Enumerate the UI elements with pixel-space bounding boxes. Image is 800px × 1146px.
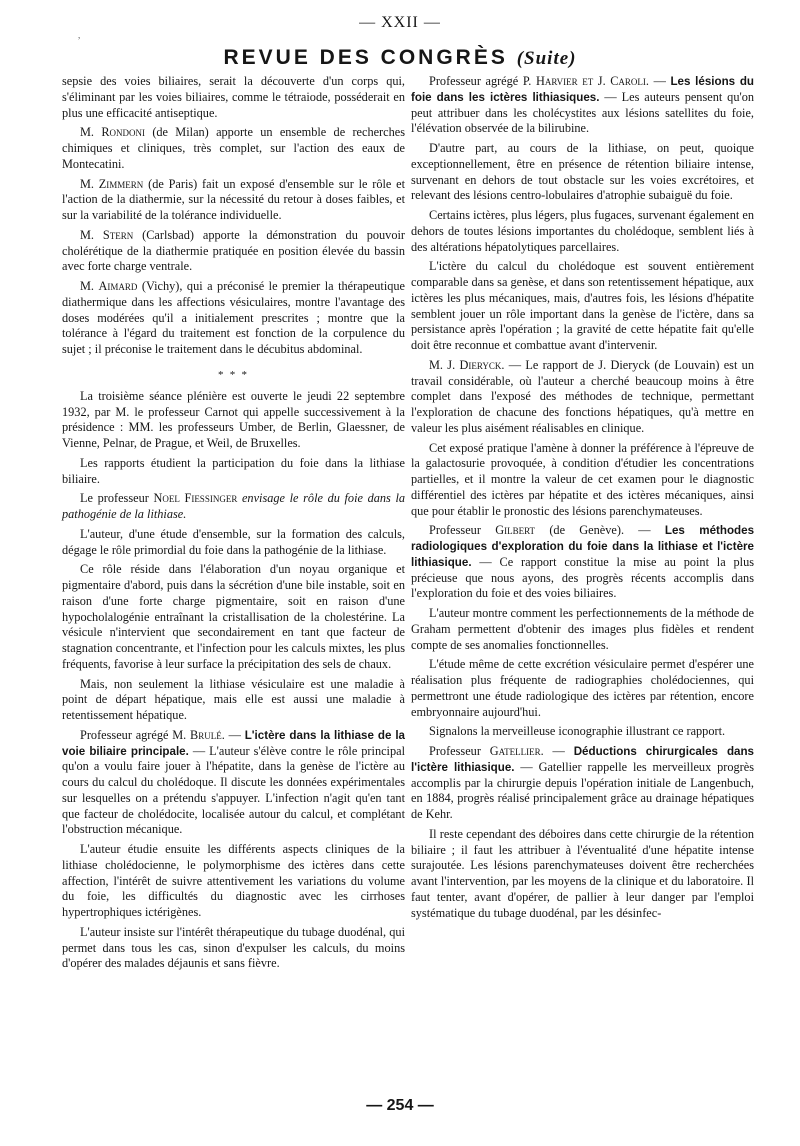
paragraph: [411, 744, 754, 823]
paragraph: Les rapports étudient la participation du foie dans la lithiase biliaire.: [62, 455, 405, 486]
paragraph: L'auteur montre comment les perfectionnements de la méthode de Graham permettent d'obtenir des images plus fidèles et rendent compte de ses anomalies fonctionnelles.: [411, 606, 754, 652]
report-title: Déductions chirurgicales dans l'ictère lithiasique.: [411, 745, 755, 774]
dash: . —: [221, 727, 241, 742]
paragraph: Cet exposé pratique l'amène à donner la préférence à l'épreuve de la galactosurie provoquée, à condition d'étudier les concentrations partielles, et il montre la valeur de cet examen pour le diagnostic différentiel des ictères par hépatite et des ictères mécaniques, ainsi que pour établir le pronostic des lésions parenchymateuses.: [411, 440, 754, 518]
paragraph: [411, 523, 754, 602]
paragraph-prefix: Le professeur: [80, 491, 149, 506]
left-column: [62, 74, 405, 976]
author-name: Dieryck: [459, 357, 502, 372]
dash: . —: [645, 74, 666, 88]
paragraph: Mais, non seulement la lithiase vésiculaire est une maladie à point de départ hépatique, mais elle est aussi une maladie à retentissement hépatique.: [62, 676, 405, 722]
paragraph-text: — Ce rapport constitue la mise au point la plus précieuse que nous ayons, des progrès récents accomplis dans l'exploration du foie et des voies biliaires.: [411, 554, 755, 601]
report-title: Les lésions du foie dans les ictères lithiasiques.: [411, 75, 754, 104]
section-subtitle: (Suite): [516, 48, 577, 69]
report-title: L'ictère dans la lithiase de la voie biliaire principale.: [62, 728, 406, 758]
paragraph: Certains ictères, plus légers, plus fugaces, survenant également en dehors de toutes lésions importantes du cholédoque, semblent liés à des altérations hépatolytiques parcellaires.: [411, 208, 754, 254]
paragraph: L'étude même de cette excrétion vésiculaire permet d'espérer une réalisation plus fréquente de radiographies cholédociennes, qui permettront une étude radiologique des ictères par rétention, encore embryonnaire aujourd'hui.: [411, 657, 754, 719]
paragraph: sepsie des voies biliaires, serait la découverte d'un corps qui, s'éliminant par les voies biliaires, comme le tétraiode, posséderait en plus une efficacité antiseptique.: [62, 74, 405, 120]
paragraph-prefix: Professeur: [429, 523, 481, 538]
paragraph: M. Aimard (Vichy), qui a préconisé le premier la thérapeutique diathermique dans les affections vésiculaires, montre l'avantage des doses modérées qu'il a initialement prescrites ; montre que la tolérance à l'égard du traitement est fonction de la corpulence du sujet ; il préconise le traitement dans le décubitus abdominal.: [62, 279, 405, 356]
page-number: — 254 —: [366, 1097, 434, 1114]
author-name: Zimmern: [98, 176, 144, 191]
author-name: Aimard: [98, 279, 138, 293]
author-name: Harvier et J. Caroli: [535, 74, 646, 88]
paragraph-text: . — Le rapport de J. Dieryck (de Louvain) est un travail considérable, où l'auteur a cherché beaucoup moins à être complet dans l'exposé des méthodes de technique, permettant l'exploration de chacune des fonctions hépatiques, qu'à mettre en valeur les plus aisément réalisables en clinique.: [411, 357, 754, 435]
paragraph-prefix: Professeur agrégé P.: [429, 74, 532, 88]
margin-mark: ,: [78, 30, 81, 40]
paragraph: Il reste cependant des déboires dans cette chirurgie de la rétention biliaire ; il faut les attribuer à l'éventualité d'une hépatite intense surajoutée. Les lésions parenchymateuses doivent être recherchées avant l'intervention, par les moyens de la clinique et du laboratoire. Il faut tenter, avant d'opérer, de pallier à leur danger par l'emploi systématique du tubage duodénal, par les désinfec-: [411, 826, 754, 920]
roman-page-numeral: — XXII —: [359, 14, 441, 31]
author-name: Gilbert: [495, 523, 536, 538]
author-name: Noel Fiessinger: [153, 491, 238, 506]
dash: . —: [540, 744, 565, 758]
paragraph-text: (Carlsbad) apporte la démonstration du pouvoir cholérétique de la diathermie pratiquée en position élevée du bassin avec forte charge ventrale.: [62, 227, 405, 274]
author-name: Stern: [102, 227, 134, 242]
author-name: Gatellier: [489, 744, 541, 758]
paragraph: D'autre part, au cours de la lithiase, on peut, quoique exceptionnellement, être en présence de rétention biliaire intense, survenant en dehors de tout obstacle sur les voies excrétoires, et relevant des lésions centro-lobulaires d'atrophie subaiguë du foie.: [411, 141, 754, 203]
paragraph-text: — Gatellier rappelle les merveilleux progrès accomplis par la chirurgie depuis l'opération initiale de Langenbuch, en 1884, progrès réalisé principalement grâce au drainage hépatiques de Kehr.: [411, 759, 754, 821]
report-title: envisage le rôle du foie dans la pathogénie de la lithiase.: [62, 491, 406, 521]
paragraph-text: (de Genève). —: [549, 523, 651, 538]
paragraph-text: — Les auteurs pensent qu'on peut attribuer dans les cholécystites aux lésions satellites du foie, l'élévation observée de la bilirubine.: [411, 89, 754, 136]
paragraph: L'ictère du calcul du cholédoque est souvent entièrement comparable dans sa genèse, et dans son retentissement hépatique, aux ictères les plus mécaniques, mais, d'autres fois, les lésions d'hépatite semblent jouer un rôle important dans la genèse de l'ictère, dans sa persistance après l'opération ; la gravité de cette hépatite fait qu'elle doit être reconnue et combattue avant d'intervenir.: [411, 259, 754, 352]
section-title: [0, 46, 800, 70]
report-title: Les méthodes radiologiques d'exploration du foie dans la lithiase et l'ictère lithiasique.: [411, 524, 755, 569]
paragraph: [62, 491, 405, 523]
paragraph: La troisième séance plénière est ouverte le jeudi 22 septembre 1932, par M. le professeur Carnot qui appelle successivement à la présidence : MM. les professeurs Umber, de Berlin, Glaessner, de Vienne, Pelnar, de Prague, et Weil, de Bruxelles.: [62, 388, 405, 450]
paragraph-prefix: Professeur: [429, 744, 481, 758]
paragraph-prefix: Professeur agrégé M.: [80, 727, 187, 742]
paragraph: M. Stern (Carlsbad) apporte la démonstration du pouvoir cholérétique de la diathermie pratiquée en position élevée du bassin avec forte charge ventrale.: [62, 227, 405, 274]
paragraph-text: (de Milan) apporte un ensemble de recherches chimiques et cliniques, très complet, sur l'action des eaux de Montecatini.: [62, 125, 406, 171]
paragraph-text: (Vichy), qui a préconisé le premier la thérapeutique diathermique dans les affections vésiculaires, montre l'avantage des doses modérées qu'il a initialement prescrites ; montre que la tolérance à l'égard du traitement est fonction de la corpulence du sujet ; il préconise le traitement dans le décubitus abdominal.: [62, 279, 405, 356]
paragraph: M. Rondoni (de Milan) apporte un ensemble de recherches chimiques et cliniques, très complet, sur l'action des eaux de Montecatini.: [62, 125, 406, 171]
author-name: Rondoni: [101, 125, 146, 140]
paragraph: L'auteur, d'une étude d'ensemble, sur la formation des calculs, dégage le rôle primordial du foie dans la pathogénie de la lithiase.: [62, 526, 405, 557]
paragraph: Signalons la merveilleuse iconographie illustrant ce rapport.: [429, 724, 726, 739]
paragraph-text: — L'auteur s'élève contre le rôle principal qu'on a voulu faire jouer à l'hépatite, dans la genèse de l'ictère au cours du calcul du cholédoque. Il discute les données expérimentales sur lesquelles on a prétendu s'appuyer. L'infection n'agit qu'en tant que facteur de cholédocite, localisée autour du calcul, et complétant l'obstruction mécanique.: [62, 743, 405, 837]
paragraph-text: (de Paris) fait un exposé d'ensemble sur le rôle et l'action de la diathermie, sur la nécessité du retour à doses faibles, et sur la variabilité de la tolérance individuelle.: [62, 176, 405, 222]
right-column: [411, 74, 754, 925]
paragraph: L'auteur insiste sur l'intérêt thérapeutique du tubage duodénal, qui permet dans tous les cas, sinon d'expulser les calculs, du moins d'opérer des malades déjaunis et sans fièvre.: [62, 924, 405, 971]
paragraph: [411, 74, 754, 137]
paragraph: L'auteur étudie ensuite les différents aspects cliniques de la lithiase cholédocienne, le polymorphisme des ictères dans cette affection, l'intérêt de suivre attentivement les variations du volume du foie, les difficultés du diagnostic avec les cirrhoses hypertrophiques ictérigènes.: [62, 842, 405, 919]
author-name: Brulé: [190, 727, 222, 742]
paragraph: [411, 358, 754, 437]
paragraph-prefix: M. J.: [429, 357, 456, 372]
section-title-text: REVUE DES CONGRÈS: [223, 46, 508, 69]
paragraph: Ce rôle réside dans l'élaboration d'un noyau organique et pigmentaire d'abord, puis dans la sécrétion d'une bile instable, soit en raison d'une forte charge pigmentaire, soit en raison d'une hypocholalogénie entraînant la cristallisation de la cholestérine. La vésicule n'intervient que secondairement en tant que facteur de stagnation concentrante, et l'infection pour les calculs mixtes, les plus fréquents, favorise à leur surface la précipitation des sels de chaux.: [62, 562, 405, 671]
paragraph: [62, 728, 405, 838]
paragraph: M. Zimmern (de Paris) fait un exposé d'ensemble sur le rôle et l'action de la diathermie, sur la nécessité du retour à doses faibles, et sur la variabilité de la tolérance individuelle.: [62, 176, 405, 222]
section-separator: * * *: [218, 368, 249, 381]
